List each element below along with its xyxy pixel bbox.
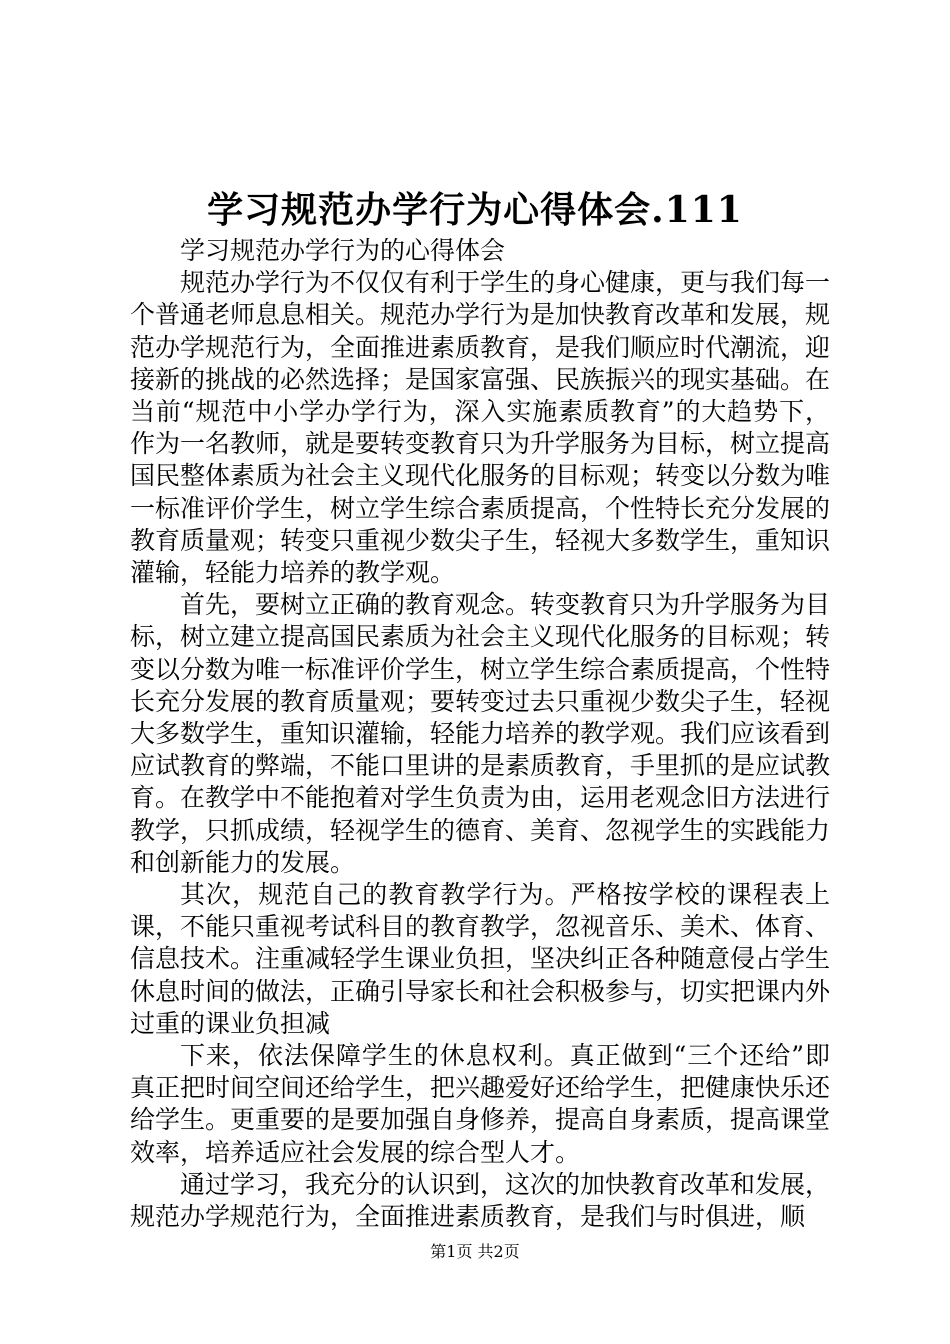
- document-body: [130, 235, 830, 1233]
- page-footer: 第1页 共2页: [430, 1242, 520, 1261]
- document-title: 学习规范办学行为心得体会.111: [207, 189, 743, 231]
- body-paragraph: 首先，要树立正确的教育观念。转变教育只为升学服务为目标，树立建立提高国民素质为社会主义现代化服务的目标观；转变以分数为唯一标准评价学生，树立学生综合素质提高，个性特长充分发展的教育质量观；要转变过去只重视少数尖子生，轻视大多数学生，重知识灌输，轻能力培养的教学观。我们应该看到应试教育的弊端，不能口里讲的是素质教育，手里抓的是应试教育。在教学中不能抱着对学生负责为由，运用老观念旧方法进行教学，只抓成绩，轻视学生的德育、美育、忽视学生的实践能力和创新能力的发展。: [130, 590, 831, 877]
- body-paragraph: 其次，规范自己的教育教学行为。严格按学校的课程表上课，不能只重视考试科目的教育教学，忽视音乐、美术、体育、信息技术。注重减轻学生课业负担，坚决纠正各种随意侵占学生休息时间的做法，正确引导家长和社会积极参与，切实把课内外过重的课业负担减: [130, 880, 831, 1038]
- body-paragraph: 通过学习，我充分的认识到，这次的加快教育改革和发展，规范办学规范行为，全面推进素质教育，是我们与时俱进，顺: [130, 1169, 831, 1232]
- subtitle-paragraph: 学习规范办学行为的心得体会: [180, 236, 506, 265]
- body-paragraph: 下来，依法保障学生的休息权利。真正做到“三个还给”即真正把时间空间还给学生，把兴趣爱好还给学生，把健康快乐还给学生。更重要的是要加强自身修养，提高自身素质，提高课堂效率，培养适应社会发展的综合型人才。: [130, 1041, 831, 1167]
- body-paragraph: 规范办学行为不仅仅有利于学生的身心健康，更与我们每一个普通老师息息相关。规范办学行为是加快教育改革和发展，规范办学规范行为，全面推进素质教育，是我们顺应时代潮流，迎接新的挑战的必然选择；是国家富强、民族振兴的现实基础。在当前“规范中小学办学行为，深入实施素质教育”的大趋势下，作为一名教师，就是要转变教育只为升学服务为目标，树立提高国民整体素质为社会主义现代化服务的目标观；转变以分数为唯一标准评价学生，树立学生综合素质提高，个性特长充分发展的教育质量观；转变只重视少数尖子生，轻视大多数学生，重知识灌输，轻能力培养的教学观。: [130, 268, 831, 588]
